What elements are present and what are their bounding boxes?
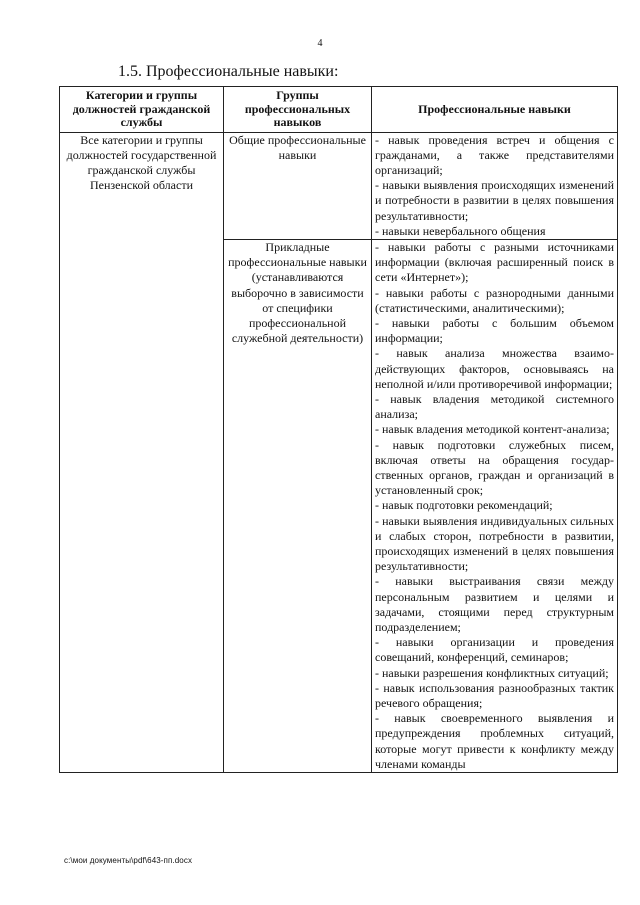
header-skill-groups: Группы профессиональных навыков bbox=[224, 87, 372, 133]
skill-item: - навык проведения встреч и общения с гражданами, а также представителями организаций; bbox=[375, 132, 614, 177]
group-name-cell: Общие профессиональные навыки bbox=[224, 132, 372, 239]
skill-item: - навыки выстраивания связи между персональным развитием и целями и задачами, стоящими перед структурным подразделением; bbox=[375, 574, 614, 634]
skill-item: - навык подготовки служебных писем, включая ответы на обращения государ-ственных органов, граждан и организаций в установленный срок; bbox=[375, 437, 614, 498]
skill-item: - навык подготовки рекомендаций; bbox=[375, 498, 553, 513]
skill-item: - навыки выявления индивидуальных сильных и слабых сторон, потребности в развитии, происходящих изменений в целях повышения результативности; bbox=[375, 513, 614, 574]
header-professional-skills: Профессиональные навыки bbox=[372, 87, 618, 133]
skill-item: - навыки выявления происходящих изменений и потребности в развитии в целях повышения результативности; bbox=[375, 178, 614, 223]
header-categories: Категории и группы должностей гражданской службы bbox=[60, 87, 224, 133]
skill-item: - навык владения методикой системного анализа; bbox=[375, 391, 614, 422]
skill-item: - навык использования разнообразных тактик речевого обращения; bbox=[375, 680, 614, 711]
page-number: 4 bbox=[317, 38, 323, 49]
skill-item: - навык анализа множества взаимо-действующих факторов, основываясь на неполной и/или противоречивой информации; bbox=[375, 346, 614, 391]
skill-item: - навык владения методикой контент-анализа; bbox=[375, 422, 610, 437]
skills-table bbox=[59, 86, 618, 773]
skill-item: - навыки работы с разнородными данными (статистическими, аналитическими); bbox=[375, 285, 614, 315]
skills-cell bbox=[372, 239, 618, 772]
skill-item: - навыки невербального общения bbox=[375, 223, 546, 238]
group-name-cell: Прикладные профессиональные навыки (устанавливаются выборочно в зависимости от специфики профессиональной служебной деятельности) bbox=[224, 239, 372, 772]
skill-item: - навык своевременного выявления и предупреждения проблемных ситуаций, которые могут привести к конфликту между членами команды bbox=[375, 711, 614, 771]
skill-item: - навыки разрешения конфликтных ситуаций; bbox=[375, 665, 609, 680]
category-cell: Все категории и группы должностей государственной гражданской службы Пензенской области bbox=[60, 132, 224, 773]
skill-item: - навыки работы с большим объемом информации; bbox=[375, 315, 614, 346]
table-row bbox=[60, 132, 618, 239]
file-path-footer: c:\мои документы\pdf\643-пп.docx bbox=[64, 856, 193, 865]
skill-item: - навыки организации и проведения совещаний, конференций, семинаров; bbox=[375, 635, 614, 665]
table-header-row bbox=[60, 87, 618, 133]
skill-item: - навыки работы с разными источниками информации (включая расширенный поиск в сети «Интернет»); bbox=[375, 239, 614, 285]
section-title: 1.5. Профессиональные навыки: bbox=[118, 63, 339, 80]
skills-cell bbox=[372, 132, 618, 239]
